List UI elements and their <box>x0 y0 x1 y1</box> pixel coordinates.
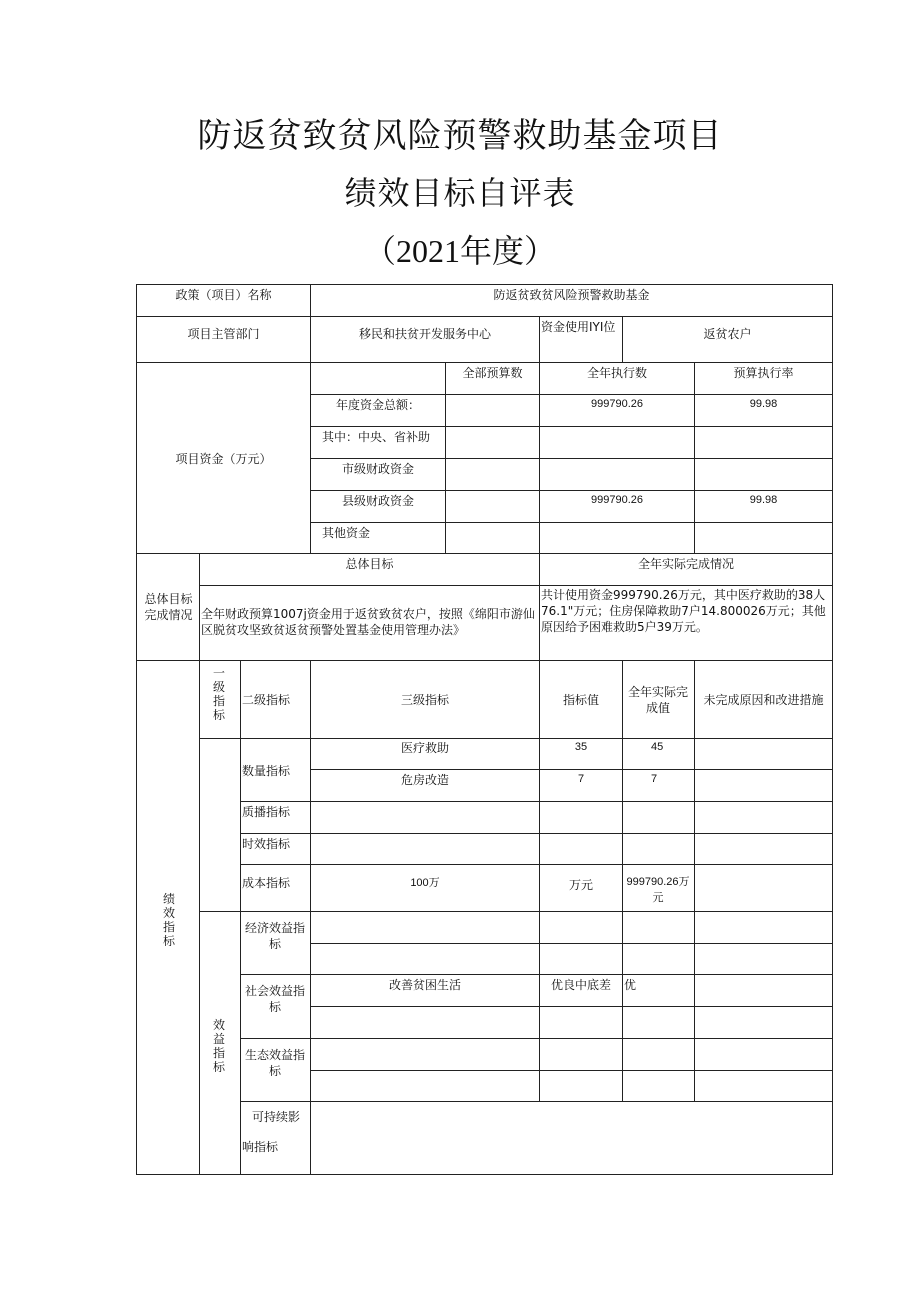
level3-header: 三级指标 <box>400 693 449 707</box>
funds-section-label: 项目资金（万元） <box>175 452 272 466</box>
indicators-section-label: 绩效指标 <box>162 892 175 948</box>
document-year: （2021年度） <box>363 233 556 269</box>
housing-target: 7 <box>577 773 585 785</box>
fund-row-label: 市级财政资金 <box>342 462 415 476</box>
ecological-indicator-label: 生态效益指标 <box>244 1048 305 1078</box>
cost-actual: 999790.26万元 <box>626 876 690 904</box>
medical-target: 35 <box>574 741 588 753</box>
actual-header: 全年实际完成情况 <box>637 557 734 571</box>
medical-actual: 45 <box>651 741 664 753</box>
fund-row-executed: 999790.26 <box>591 494 643 506</box>
policy-name-value: 防返贫致贫风险预警救助基金 <box>493 288 650 302</box>
cost-level3: 100万 <box>410 877 440 889</box>
cost-indicator-label: 成本指标 <box>242 876 291 890</box>
actual-value-header: 全年实际完成值 <box>627 685 688 715</box>
overall-section-label: 总体目标完成情况 <box>144 592 193 622</box>
document-subtitle: 绩效目标自评表 <box>344 174 576 212</box>
social-level3: 改善贫困生活 <box>388 978 461 992</box>
col-executed-header: 全年执行数 <box>586 366 647 380</box>
cost-target: 万元 <box>568 878 593 892</box>
sustainability-indicator-label-cont: 响指标 <box>242 1140 279 1154</box>
col-budget-header: 全部预算数 <box>462 366 523 380</box>
housing-renovation: 危房改造 <box>400 773 449 787</box>
medical-aid: 医疗救助 <box>400 741 449 755</box>
fund-user-label: 资金使用IYI位 <box>541 320 616 334</box>
level2-header: 二级指标 <box>242 693 291 707</box>
time-indicator-label: 时效指标 <box>242 837 291 851</box>
social-indicator-label: 社会效益指标 <box>244 984 305 1014</box>
col-rate-header: 预算执行率 <box>733 366 794 380</box>
goal-header: 总体目标 <box>345 557 394 571</box>
effect-indicator-label: 效益指标 <box>212 1018 225 1074</box>
actual-text: 共计使用资金999790.26万元，其中医疗救助的38人76.1"万元；住房保障救助7户14.800026万元；其他原因给予困难救助5户39万元。 <box>541 588 826 634</box>
reason-header: 未完成原因和改进措施 <box>703 693 824 707</box>
level1-header: 一级指标 <box>212 666 225 722</box>
quality-indicator-label: 质播指标 <box>242 805 291 819</box>
goal-text: 全年财政预算1007j资金用于返贫致贫农户，按照《绵阳市游仙区脱贫攻坚致贫返贫预警处置基金使用管理办法》 <box>201 607 535 637</box>
fund-row-label: 县级财政资金 <box>342 494 415 508</box>
social-target: 优良中底差 <box>550 978 611 992</box>
dept-value: 移民和扶贫开发服务中心 <box>358 327 491 341</box>
document-title: 防返贫致贫风险预警救助基金项目 <box>197 116 723 156</box>
quantity-indicator-label: 数量指标 <box>242 764 291 778</box>
dept-label: 项目主管部门 <box>187 327 260 341</box>
fund-row-rate: 99.98 <box>749 494 778 506</box>
fund-user-value: 返贫农户 <box>703 327 752 341</box>
policy-name-label: 政策（项目）名称 <box>175 288 272 302</box>
fund-row-label: 年度资金总额： <box>336 398 421 412</box>
housing-actual: 7 <box>651 773 658 785</box>
target-header: 指标值 <box>562 693 599 707</box>
sustainability-indicator-label: 可持续影 <box>252 1110 301 1124</box>
fund-row-label: 其中：中央、省补助 <box>322 430 431 444</box>
social-actual: 优 <box>624 978 637 992</box>
fund-row-rate: 99.98 <box>749 398 778 410</box>
fund-row-executed: 999790.26 <box>591 398 643 410</box>
fund-row-label: 其他资金 <box>322 526 371 540</box>
economic-indicator-label: 经济效益指标 <box>244 921 305 951</box>
